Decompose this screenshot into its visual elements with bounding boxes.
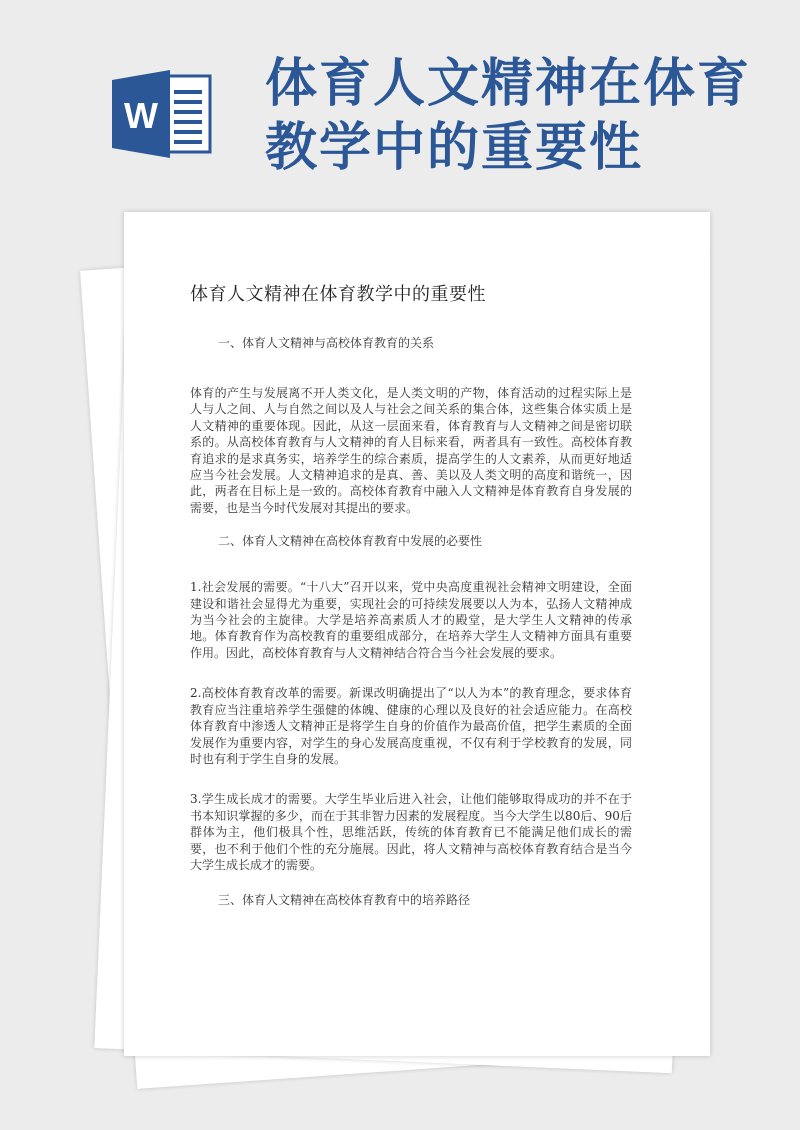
svg-text:W: W xyxy=(124,95,158,136)
page-title: 体育人文精神在体育教学中的重要性 xyxy=(190,284,486,305)
word-app-icon xyxy=(108,66,220,162)
point-1-paragraph: 1.社会发展的需要。“十八大”召开以来，党中央高度重视社会精神文明建设，全面建设和谐社会显得尤为重要，实现社会的可持续发展要以人为本，弘扬人文精神成为当今社会的主旋律。大学是培养高素质人才的殿堂，是大学生人文精神的传承地。体育教育作为高校教育的重要组成部分，在培养大学生人文精神方面具有重要作用。因此，高校体育教育与人文精神结合符合当今社会发展的要求。 xyxy=(190,580,632,660)
word-icon xyxy=(108,66,220,162)
page-content xyxy=(190,280,632,942)
section-heading-1: 一、体育人文精神与高校体育教育的关系 xyxy=(218,336,435,350)
point-3-paragraph: 3.学生成长成才的需要。大学生毕业后进入社会，让他们能够取得成功的并不在于书本知识掌握的多少，而在于其非智力因素的发展程度。当今大学生以80后、90后群体为主，他们极具个性，思维活跃，传统的体育教育已不能满足他们成长的需要，也不利于他们个性的充分施展。因此，将人文精神与高校体育教育结合是当今大学生成长成才的需要。 xyxy=(190,792,632,872)
document-title-banner: 体育人文精神在体育教学中的重要性 xyxy=(265,54,752,178)
section-1-paragraph: 体育的产生与发展离不开人类文化，是人类文明的产物，体育活动的过程实际上是人与人之间、人与自然之间以及人与社会之间关系的集合体，这些集合体实质上是人文精神的重要体现。因此，从这一层面来看，体育教育与人文精神之间是密切联系的。从高校体育教育与人文精神的育人目标来看，两者具有一致性。高校体育教育追求的是求真务实，培养学生的综合素质，提高学生的人文素养，从而更好地适应当今社会发展。人文精神追求的是真、善、美以及人类文明的高度和谐统一，因此，两者在目标上是一致的。高校体育教育中融入人文精神是体育教育自身发展的需要，也是当今时代发展对其提出的要求。 xyxy=(190,386,632,515)
section-heading-3: 三、体育人文精神在高校体育教育中的培养路径 xyxy=(218,893,471,908)
document-page xyxy=(124,212,710,1056)
section-heading-2: 二、体育人文精神在高校体育教育中发展的必要性 xyxy=(218,534,483,549)
point-2-paragraph: 2.高校体育教育改革的需要。新课改明确提出了“以人为本”的教育理念，要求体育教育应当注重培养学生强健的体魄、健康的心理以及良好的社会适应能力。在高校体育教育中渗透人文精神正是将学生自身的价值作为最高价值，把学生素质的全面发展作为重要内容，对学生的身心发展高度重视，不仅有利于学校教育的发展，同时也有利于学生自身的发展。 xyxy=(190,686,632,766)
